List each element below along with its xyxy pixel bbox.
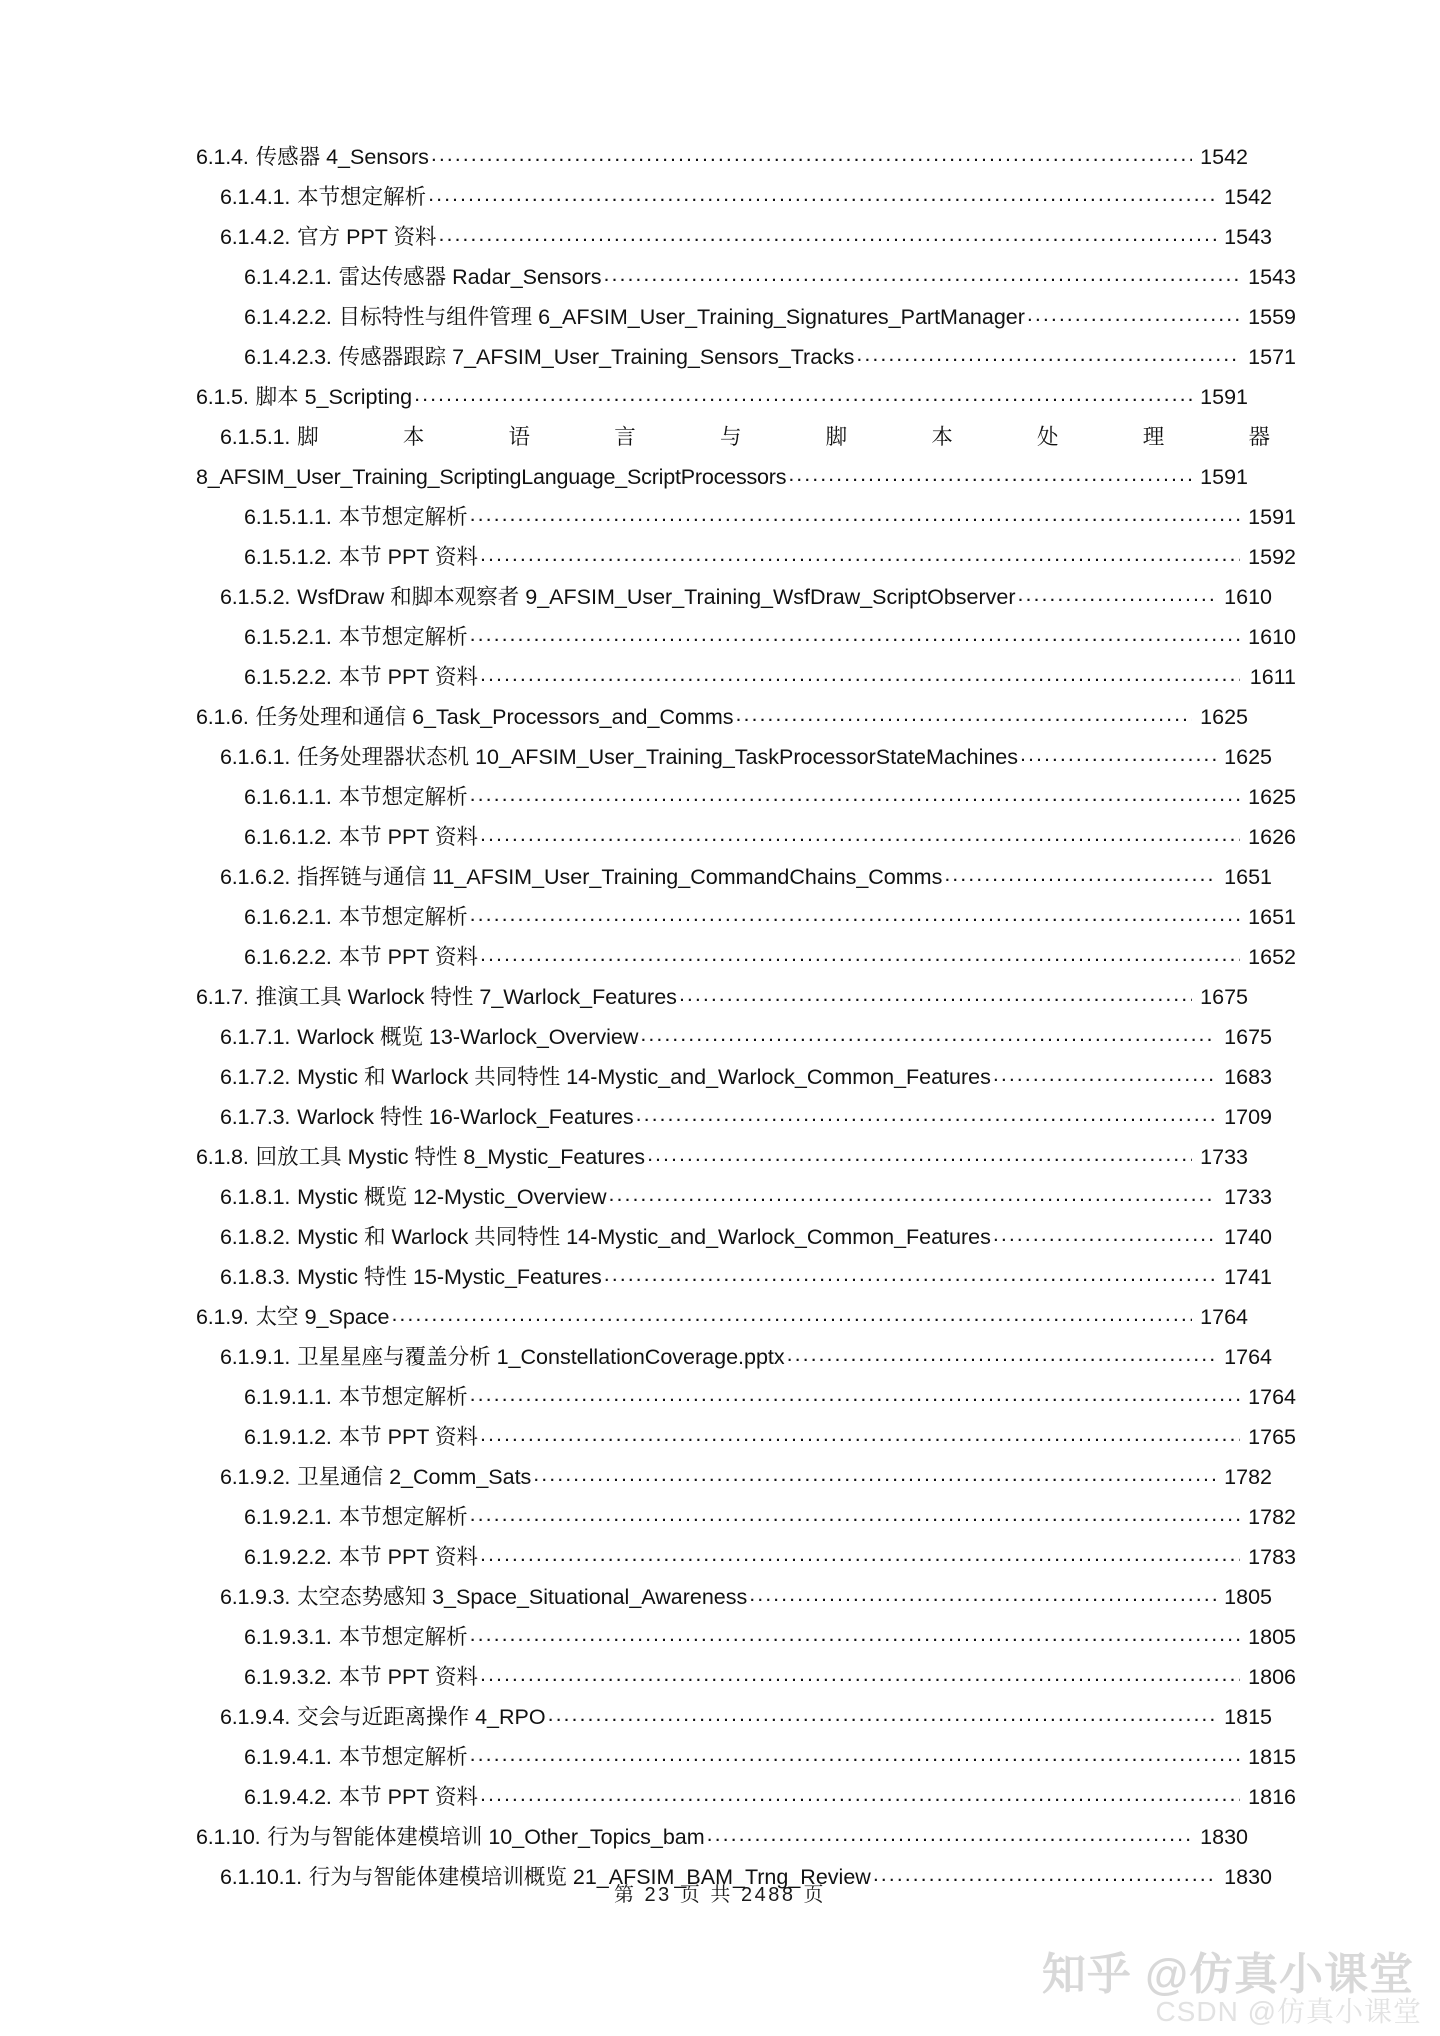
watermark-zhihu: 知乎 @仿真小课堂: [1041, 1950, 1414, 1999]
toc-entry[interactable]: [196, 1448, 1272, 1488]
toc-entry-title: 太空态势感知 3_Space_Situational_Awareness: [297, 1584, 748, 1609]
toc-entry[interactable]: [196, 1088, 1272, 1128]
toc-entry-page: 1815: [1248, 1744, 1296, 1769]
toc-leader-dots: [548, 1702, 1216, 1724]
toc-entry[interactable]: [196, 1048, 1272, 1088]
toc-entry-page: 1571: [1248, 344, 1296, 369]
toc-entry-page: 1592: [1248, 544, 1296, 569]
toc-entry-title: 交会与近距离操作 4_RPO: [297, 1704, 546, 1729]
toc-entry-title: Mystic 和 Warlock 共同特性 14-Mystic_and_Warlock_Common_Features: [297, 1224, 991, 1249]
toc-entry[interactable]: [196, 328, 1296, 368]
toc-entry[interactable]: [196, 368, 1248, 408]
toc-entry-number: 6.1.6.2.2.: [244, 944, 332, 969]
toc-entry-title: 脚本 5_Scripting: [255, 384, 413, 409]
toc-leader-dots: [480, 1542, 1240, 1564]
toc-entry-number: 6.1.9.2.1.: [244, 1504, 332, 1529]
toc-entry-page: 1683: [1224, 1064, 1272, 1089]
toc-entry-title: 本节 PPT 资料: [338, 824, 479, 849]
toc-entry-page: 1625: [1224, 744, 1272, 769]
toc-entry-page: 1611: [1249, 664, 1296, 689]
toc-entry[interactable]: [196, 1808, 1248, 1848]
toc-entry[interactable]: [196, 128, 1248, 168]
toc-entry-title: 目标特性与组件管理 6_AFSIM_User_Training_Signatures_PartManager: [338, 304, 1025, 329]
toc-entry[interactable]: [196, 288, 1296, 328]
toc-title-glyph: 语: [508, 424, 531, 449]
toc-entry-title: 本节想定解析: [338, 904, 468, 929]
toc-leader-dots: [470, 502, 1240, 524]
toc-leader-dots: [480, 542, 1240, 564]
toc-entry-title: 雷达传感器 Radar_Sensors: [338, 264, 602, 289]
toc-entry-title: 传感器跟踪 7_AFSIM_User_Training_Sensors_Tracks: [338, 344, 855, 369]
toc-entry-title: 传感器 4_Sensors: [255, 144, 429, 169]
toc-entry-page: 1764: [1200, 1304, 1248, 1329]
toc-entry-page: 1542: [1200, 144, 1248, 169]
toc-entry-number: 6.1.9.1.2.: [244, 1424, 332, 1449]
toc-entry-page: 1764: [1224, 1344, 1272, 1369]
watermark-csdn: CSDN @仿真小课堂: [1155, 1996, 1422, 2027]
toc-leader-dots: [480, 942, 1240, 964]
toc-title-glyph: 器: [1248, 424, 1270, 449]
toc-entry-page: 1815: [1224, 1704, 1272, 1729]
toc-entry[interactable]: [196, 1208, 1272, 1248]
toc-entry-title: Mystic 和 Warlock 共同特性 14-Mystic_and_Warlock_Common_Features: [297, 1064, 991, 1089]
toc-entry[interactable]: [196, 1528, 1296, 1568]
toc-entry-number: 6.1.4.2.: [220, 224, 291, 249]
toc-leader-dots: [439, 222, 1217, 244]
toc-entry-title: 本节 PPT 资料: [338, 1664, 479, 1689]
toc-title-glyph: 理: [1142, 424, 1165, 449]
toc-entry-title: 指挥链与通信 11_AFSIM_User_Training_CommandChains_Comms: [297, 864, 943, 889]
toc-leader-dots: [993, 1222, 1216, 1244]
toc-entry-page: 1651: [1224, 864, 1272, 889]
toc-entry-number: 6.1.5.2.: [220, 584, 291, 609]
toc-leader-dots: [470, 622, 1240, 644]
toc-entry-number: 6.1.5.2.1.: [244, 624, 332, 649]
toc-entry-number: 6.1.9.4.2.: [244, 1784, 332, 1809]
toc-leader-dots: [647, 1142, 1192, 1164]
toc-entry[interactable]: [196, 568, 1272, 608]
toc-entry-title: 本节 PPT 资料: [338, 1784, 479, 1809]
toc-entry-page: 1782: [1224, 1464, 1272, 1489]
toc-entry-page: 1782: [1248, 1504, 1296, 1529]
toc-leader-dots: [707, 1822, 1192, 1844]
toc-entry-title: 本节想定解析: [338, 1504, 468, 1529]
toc-leader-dots: [944, 862, 1216, 884]
toc-entry-page: 1764: [1248, 1384, 1296, 1409]
toc-leader-dots: [1027, 302, 1240, 324]
toc-entry-page: 1610: [1248, 624, 1296, 649]
toc-entry[interactable]: [196, 1608, 1296, 1648]
toc-entry-title: 行为与智能体建模培训 10_Other_Topics_bam: [267, 1824, 705, 1849]
toc-leader-dots: [470, 782, 1240, 804]
toc-entry-number: 6.1.9.3.2.: [244, 1664, 332, 1689]
toc-entry-title: 本节 PPT 资料: [338, 1544, 479, 1569]
toc-entry-page: 1610: [1224, 584, 1272, 609]
toc-entry-number: 6.1.9.2.2.: [244, 1544, 332, 1569]
toc-entry-title: [290, 424, 1272, 449]
toc-entry-page: 1591: [1248, 504, 1296, 529]
toc-leader-dots: [993, 1062, 1216, 1084]
toc-title-glyph: 与: [719, 424, 742, 449]
toc-leader-dots: [679, 982, 1192, 1004]
toc-entry[interactable]: [196, 1488, 1296, 1528]
toc-entry[interactable]: [196, 928, 1296, 968]
toc-entry-title: 卫星星座与覆盖分析 1_ConstellationCoverage.pptx: [297, 1344, 785, 1369]
toc-leader-dots: [640, 1022, 1216, 1044]
toc-entry-page: 1675: [1200, 984, 1248, 1009]
toc-title-glyph: 言: [614, 424, 636, 449]
toc-entry-number: 6.1.4.2.2.: [244, 304, 332, 329]
toc-leader-dots: [480, 1422, 1240, 1444]
toc-leader-dots: [856, 342, 1240, 364]
toc-entry-page: 1675: [1224, 1024, 1272, 1049]
toc-entry-number: 6.1.5.1.2.: [244, 544, 332, 569]
toc-entry-title: 本节 PPT 资料: [338, 1424, 479, 1449]
toc-entry-page: 1709: [1224, 1104, 1272, 1129]
toc-entry-number: 6.1.6.2.1.: [244, 904, 332, 929]
toc-entry-page: 1542: [1224, 184, 1272, 209]
toc-entry-title: Warlock 概览 13-Warlock_Overview: [297, 1024, 639, 1049]
toc-entry[interactable]: [196, 1728, 1296, 1768]
toc-entry-number: 6.1.9.2.: [220, 1464, 291, 1489]
toc-entry-title: 官方 PPT 资料: [297, 224, 437, 249]
page-footer: 第 23 页 共 2488 页: [613, 1884, 827, 1906]
toc-leader-dots: [604, 1262, 1216, 1284]
toc-entry-number: 6.1.8.3.: [220, 1264, 291, 1289]
toc-entry-continuation[interactable]: [196, 448, 1248, 488]
toc-entry-title: 本节 PPT 资料: [338, 664, 479, 689]
toc-entry-number: 6.1.7.3.: [220, 1104, 291, 1129]
toc-title-glyph: 脚: [825, 424, 848, 449]
toc-leader-dots: [1018, 582, 1216, 604]
toc-entry[interactable]: [196, 1648, 1296, 1688]
toc-leader-dots: [736, 702, 1192, 724]
toc-entry[interactable]: [196, 1688, 1272, 1728]
toc-leader-dots: [470, 902, 1240, 924]
toc-entry[interactable]: [196, 1368, 1296, 1408]
toc-leader-dots: [749, 1582, 1216, 1604]
toc-entry-page: 1733: [1200, 1144, 1248, 1169]
toc-entry[interactable]: [196, 1128, 1248, 1168]
toc-entry-number: 6.1.8.: [196, 1144, 249, 1169]
toc-entry-number: 6.1.9.3.1.: [244, 1624, 332, 1649]
toc-entry-number: 6.1.6.1.2.: [244, 824, 332, 849]
toc-entry-number: 6.1.6.1.1.: [244, 784, 332, 809]
toc-entry-number: 6.1.6.2.: [220, 864, 291, 889]
toc-leader-dots: [470, 1382, 1240, 1404]
toc-entry-page: 1805: [1224, 1584, 1272, 1609]
toc-entry-number: 6.1.9.: [196, 1304, 249, 1329]
toc-entry-number: 6.1.6.1.: [220, 744, 291, 769]
toc-entry[interactable]: [196, 1408, 1296, 1448]
toc-entry[interactable]: [196, 728, 1272, 768]
toc-entry[interactable]: [196, 1168, 1272, 1208]
toc-entry-title: 任务处理器状态机 10_AFSIM_User_Training_TaskProcessorStateMachines: [297, 744, 1019, 769]
toc-entry[interactable]: [196, 1768, 1296, 1808]
toc-entry[interactable]: [196, 808, 1296, 848]
toc-entry[interactable]: [196, 848, 1272, 888]
toc-entry[interactable]: [196, 1288, 1248, 1328]
toc-entry-number: 6.1.4.1.: [220, 184, 291, 209]
toc-entry-title: 本节想定解析: [338, 1624, 468, 1649]
toc-entry-number: 6.1.10.1.: [220, 1864, 302, 1889]
toc-entry-page: 1543: [1224, 224, 1272, 249]
toc-leader-dots: [414, 382, 1192, 404]
toc-entry-title: Mystic 特性 15-Mystic_Features: [297, 1264, 602, 1289]
toc-entry-number: 6.1.10.: [196, 1824, 261, 1849]
toc-entry-page: 1625: [1200, 704, 1248, 729]
toc-entry-number: 6.1.5.1.1.: [244, 504, 332, 529]
toc-entry-title: 本节想定解析: [338, 1744, 468, 1769]
toc-entry-title: 本节想定解析: [338, 624, 468, 649]
toc-entry-number: 6.1.9.3.: [220, 1584, 291, 1609]
toc-entry-title: 卫星通信 2_Comm_Sats: [297, 1464, 532, 1489]
toc-title-glyph: 本: [931, 424, 953, 449]
toc-entry[interactable]: [196, 968, 1248, 1008]
toc-entry-page: 1591: [1200, 384, 1248, 409]
toc-entry-page: 1559: [1248, 304, 1296, 329]
toc-leader-dots: [787, 1342, 1216, 1364]
toc-leader-dots: [431, 142, 1192, 164]
toc-entry-number: 6.1.8.2.: [220, 1224, 291, 1249]
toc-entry-page: 1830: [1200, 1824, 1248, 1849]
toc-leader-dots: [470, 1622, 1240, 1644]
toc-entry-title: 本节想定解析: [297, 184, 427, 209]
toc-entry-title: 本节想定解析: [338, 504, 468, 529]
toc-entry[interactable]: [196, 1008, 1272, 1048]
toc-entry-title: 本节 PPT 资料: [338, 544, 479, 569]
toc-leader-dots: [480, 662, 1240, 684]
toc-entry[interactable]: [196, 888, 1296, 928]
toc-leader-dots: [480, 822, 1240, 844]
toc-entry[interactable]: [196, 168, 1272, 208]
table-of-contents: [196, 128, 1296, 1889]
toc-leader-dots: [609, 1182, 1216, 1204]
toc-entry-title: 本节 PPT 资料: [338, 944, 479, 969]
toc-entry-page: 1543: [1248, 264, 1296, 289]
toc-entry-page: 1733: [1224, 1184, 1272, 1209]
toc-entry-number: 6.1.9.1.: [220, 1344, 291, 1369]
toc-entry[interactable]: [196, 648, 1296, 688]
toc-entry-title: Warlock 特性 16-Warlock_Features: [297, 1104, 634, 1129]
toc-entry-page: 1806: [1248, 1664, 1296, 1689]
toc-leader-dots: [428, 182, 1216, 204]
toc-entry-page: 1626: [1248, 824, 1296, 849]
toc-entry[interactable]: [196, 208, 1272, 248]
toc-leader-dots: [604, 262, 1240, 284]
toc-entry-page: 1783: [1248, 1544, 1296, 1569]
toc-entry-page: 1805: [1248, 1624, 1296, 1649]
toc-entry[interactable]: [196, 1248, 1272, 1288]
toc-entry-page: 1625: [1248, 784, 1296, 809]
toc-leader-dots: [480, 1782, 1240, 1804]
toc-entry[interactable]: [196, 528, 1296, 568]
toc-title-glyph: 处: [1037, 424, 1059, 449]
toc-entry-number: 6.1.7.: [196, 984, 249, 1009]
toc-entry[interactable]: [196, 248, 1296, 288]
toc-entry-title: 行为与智能体建模培训概览 21_AFSIM_BAM_Trng_Review: [308, 1864, 871, 1889]
toc-entry-number: 6.1.8.1.: [220, 1184, 291, 1209]
toc-entry-number: 6.1.5.: [196, 384, 249, 409]
toc-entry-title-continued: 8_AFSIM_User_Training_ScriptingLanguage_ScriptProcessors: [196, 464, 787, 489]
toc-leader-dots: [788, 462, 1192, 484]
toc-leader-dots: [533, 1462, 1216, 1484]
toc-entry[interactable]: [196, 1328, 1272, 1368]
toc-entry-title: 本节想定解析: [338, 1384, 468, 1409]
toc-entry-page: 1741: [1224, 1264, 1272, 1289]
toc-entry[interactable]: [196, 1568, 1272, 1608]
toc-entry-page: 1816: [1248, 1784, 1296, 1809]
toc-entry-title: 推演工具 Warlock 特性 7_Warlock_Features: [255, 984, 677, 1009]
toc-leader-dots: [391, 1302, 1192, 1324]
toc-entry[interactable]: [196, 488, 1296, 528]
toc-entry-page: 1830: [1224, 1864, 1272, 1889]
toc-entry-page: 1651: [1248, 904, 1296, 929]
toc-entry-title: 太空 9_Space: [255, 1304, 390, 1329]
toc-entry-number: 6.1.6.: [196, 704, 249, 729]
toc-title-glyph: 本: [402, 424, 425, 449]
toc-entry-number: 6.1.7.1.: [220, 1024, 291, 1049]
toc-entry-number: 6.1.5.1.: [220, 424, 291, 449]
toc-entry-title: Mystic 概览 12-Mystic_Overview: [297, 1184, 607, 1209]
toc-title-glyph: 脚: [297, 424, 319, 449]
toc-entry[interactable]: [196, 608, 1296, 648]
toc-entry[interactable]: [196, 688, 1248, 728]
toc-entry-number: 6.1.9.4.1.: [244, 1744, 332, 1769]
toc-entry-title: 任务处理和通信 6_Task_Processors_and_Comms: [255, 704, 734, 729]
toc-entry-page: 1591: [1200, 464, 1248, 489]
toc-entry[interactable]: [196, 768, 1296, 808]
toc-entry-page: 1652: [1248, 944, 1296, 969]
toc-entry-page: 1765: [1248, 1424, 1296, 1449]
toc-entry-number: 6.1.4.2.3.: [244, 344, 332, 369]
toc-leader-dots: [470, 1742, 1240, 1764]
toc-entry-number: 6.1.9.4.: [220, 1704, 291, 1729]
toc-entry-number: 6.1.7.2.: [220, 1064, 291, 1089]
toc-entry-title: 本节想定解析: [338, 784, 468, 809]
toc-entry-title: WsfDraw 和脚本观察者 9_AFSIM_User_Training_WsfDraw_ScriptObserver: [297, 584, 1016, 609]
toc-leader-dots: [636, 1102, 1216, 1124]
toc-entry-number: 6.1.9.1.1.: [244, 1384, 332, 1409]
toc-entry[interactable]: [196, 408, 1272, 448]
toc-leader-dots: [470, 1502, 1240, 1524]
toc-entry-title: 回放工具 Mystic 特性 8_Mystic_Features: [255, 1144, 646, 1169]
toc-entry-number: 6.1.5.2.2.: [244, 664, 332, 689]
toc-leader-dots: [1020, 742, 1216, 764]
toc-entry-page: 1740: [1224, 1224, 1272, 1249]
toc-leader-dots: [480, 1662, 1240, 1684]
toc-entry-number: 6.1.4.: [196, 144, 249, 169]
toc-entry-number: 6.1.4.2.1.: [244, 264, 332, 289]
